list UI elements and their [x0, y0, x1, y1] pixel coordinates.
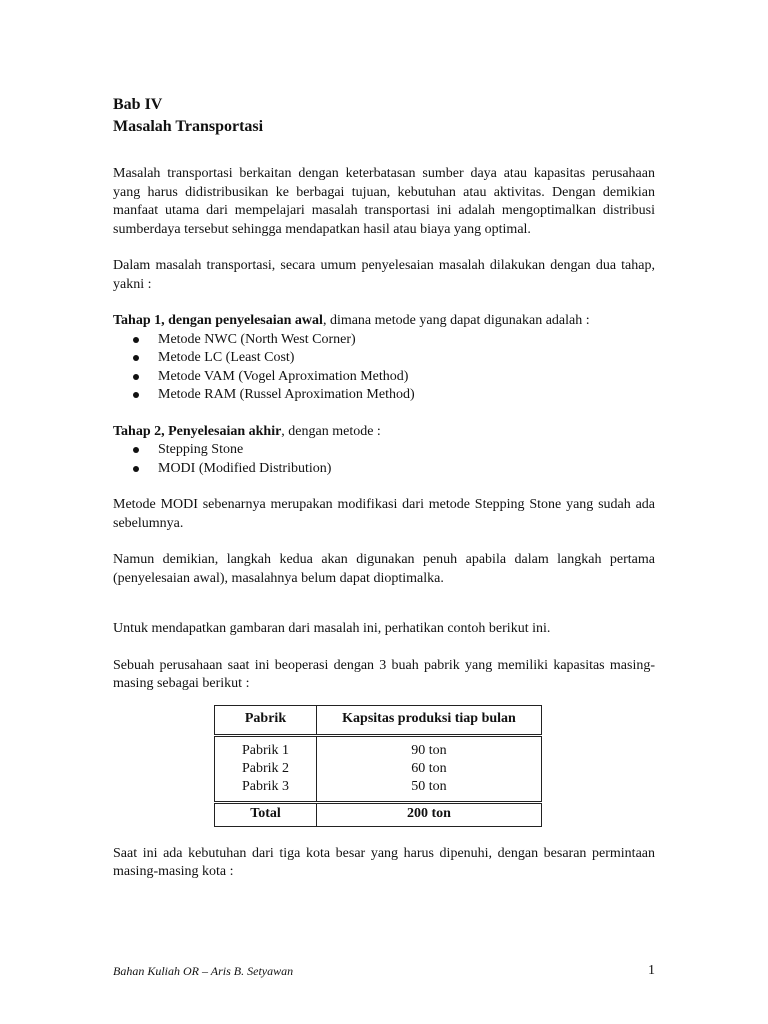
- example-intro-paragraph: Untuk mendapatkan gambaran dari masalah ini, perhatikan contoh berikut ini.: [113, 621, 551, 636]
- page-title: Masalah Transportasi: [113, 118, 264, 135]
- factory-names-cell: [215, 735, 317, 802]
- stage1-label: Tahap 1, dengan penyelesaian awal: [113, 313, 323, 328]
- demand-intro-paragraph: Saat ini ada kebutuhan dari tiga kota besar yang harus dipenuhi, dengan besaran permintaan masing-masing kota :: [113, 845, 655, 879]
- stage2-method-list: [132, 441, 655, 478]
- second-step-paragraph: Namun demikian, langkah kedua akan digunakan penuh apabila dalam langkah pertama (penyelesaian awal), masalahnya belum dapat dioptimalka.: [113, 552, 655, 586]
- table-cell: 50 ton: [411, 778, 447, 794]
- table-cell: Pabrik 1: [241, 742, 290, 758]
- column-header-capacity: Kapsitas produksi tiap bulan: [317, 705, 542, 735]
- capacity-table: [214, 705, 542, 827]
- stage1-method-list: [132, 331, 655, 405]
- table-total-row: [215, 802, 542, 826]
- stage1-description: , dimana metode yang dapat digunakan adalah :: [322, 313, 590, 328]
- stage2-label: Tahap 2, Penyelesaian akhir: [113, 423, 282, 439]
- chapter-label: Bab IV: [113, 96, 163, 113]
- table-cell: Pabrik 2: [241, 760, 290, 776]
- table-body-row: [215, 735, 542, 802]
- table-header-row: [215, 705, 542, 735]
- table-cell: Pabrik 3: [241, 778, 290, 794]
- list-item: Stepping Stone: [132, 441, 655, 460]
- page-number: 1: [648, 963, 655, 978]
- list-item: MODI (Modified Distribution): [132, 460, 655, 479]
- list-item: Metode LC (Least Cost): [132, 349, 655, 368]
- total-label: Total: [215, 802, 317, 826]
- intro-paragraph: Masalah transportasi berkaitan dengan keterbatasan sumber daya atau kapasitas perusahaan yang harus didistribusikan ke berbagai tujuan, kebutuhan atau aktivitas. Dengan demikian manfaat utama dari mempelajari masalah transportasi ini adalah mengoptimalkan distribusi sumberdaya tersebut sehingga mendapatkan hasil atau biaya yang optimal.: [113, 166, 655, 237]
- list-item: Metode NWC (North West Corner): [132, 331, 655, 350]
- stage2-heading: [113, 423, 655, 442]
- table-cell: 60 ton: [411, 760, 447, 776]
- document-page: [113, 94, 655, 882]
- stage1-heading: [113, 312, 655, 331]
- page-footer: Bahan Kuliah OR – Aris B. Setyawan: [113, 964, 294, 978]
- capacity-values-cell: [317, 735, 542, 802]
- column-header-factory: Pabrik: [215, 705, 317, 735]
- table-cell: 90 ton: [411, 742, 447, 758]
- total-value: 200 ton: [317, 802, 542, 826]
- list-item: Metode VAM (Vogel Aproximation Method): [132, 368, 655, 387]
- modi-note-paragraph: Metode MODI sebenarnya merupakan modifikasi dari metode Stepping Stone yang sudah ada sebelumnya.: [113, 497, 655, 531]
- company-intro-paragraph: Sebuah perusahaan saat ini beoperasi dengan 3 buah pabrik yang memiliki kapasitas masing-masing sebagai berikut :: [113, 657, 655, 691]
- list-item: Metode RAM (Russel Aproximation Method): [132, 386, 655, 405]
- stages-intro-paragraph: Dalam masalah transportasi, secara umum penyelesaian masalah dilakukan dengan dua tahap, yakni :: [113, 258, 655, 292]
- stage2-description: , dengan metode :: [281, 423, 381, 439]
